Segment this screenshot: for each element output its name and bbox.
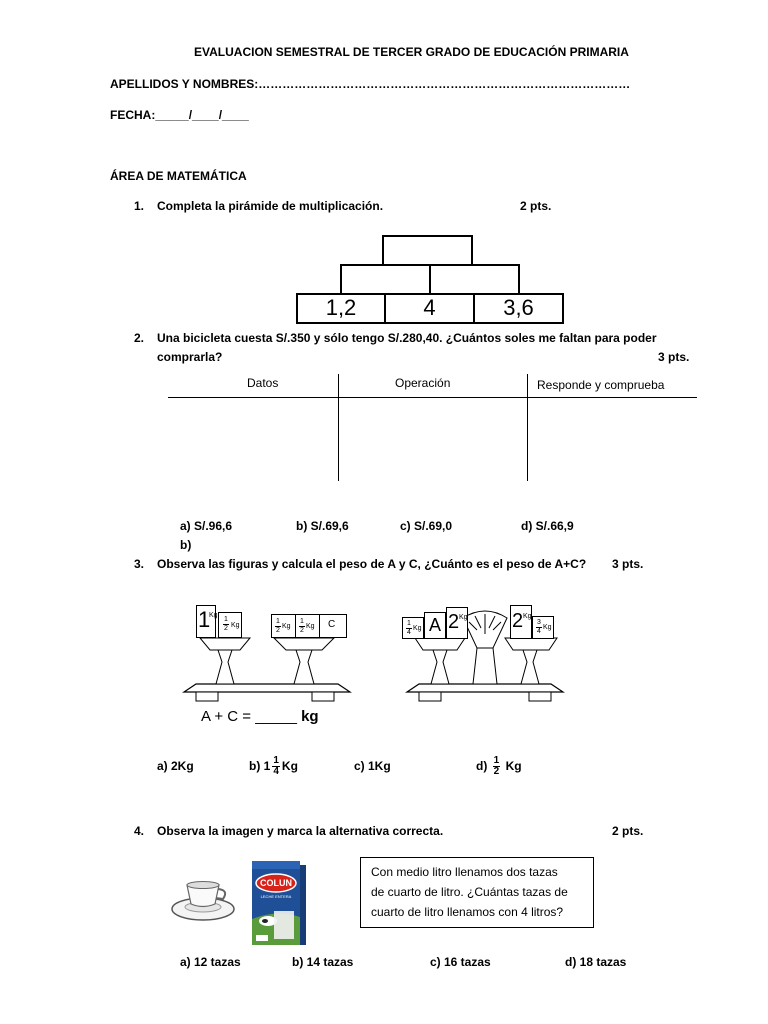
- q1-points: 2 pts.: [520, 199, 552, 213]
- pyramid-base-cell-2: 4: [384, 293, 475, 324]
- q2-points: 3 pts.: [658, 350, 690, 364]
- weight-quarter-kg: $\frac{1}{4}$ Kg: [402, 617, 424, 639]
- col-header-datos: Datos: [247, 376, 279, 390]
- q3-option-c[interactable]: c) 1Kg: [354, 759, 391, 773]
- q1-text: Completa la pirámide de multiplicación.: [157, 199, 384, 213]
- q4-text: Observa la imagen y marca la alternativa correcta.: [157, 824, 444, 838]
- q1-number: 1.: [134, 199, 145, 213]
- q4-number: 4.: [134, 824, 145, 838]
- q4-points: 2 pts.: [612, 824, 644, 838]
- q2-extra-label: b): [180, 538, 192, 552]
- pyramid-base-cell-3: 3,6: [473, 293, 564, 324]
- carton-label-text: LECHE ENTERA: [260, 894, 292, 899]
- q2-text-line2: comprarla?: [157, 350, 223, 364]
- q3-equation: A + C = _____ kg: [201, 708, 319, 725]
- table-divider-2: [527, 374, 528, 481]
- q4-option-d[interactable]: d) 18 tazas: [565, 955, 627, 969]
- q2-number: 2.: [134, 331, 145, 345]
- q4-box-line-3: cuarto de litro llenamos con 4 litros?: [371, 905, 564, 919]
- weight-a: A: [424, 612, 446, 639]
- table-divider-1: [338, 374, 339, 481]
- weight-three-quarter-kg: $\frac{3}{4}$ Kg: [532, 616, 554, 639]
- weight-2kg-left: 2 Kg: [446, 607, 468, 639]
- pyramid-top-cell[interactable]: [382, 235, 473, 266]
- teacup-image: [167, 876, 239, 924]
- date-field[interactable]: FECHA:_____/____/____: [110, 108, 249, 122]
- q4-option-b[interactable]: b) 14 tazas: [292, 955, 354, 969]
- pyramid-mid-cell-2[interactable]: [429, 264, 520, 295]
- q3-points: 3 pts.: [612, 557, 644, 571]
- weight-2kg-right: 2 Kg: [510, 605, 532, 639]
- area-title: ÁREA DE MATEMÁTICA: [110, 169, 247, 183]
- q3-option-b[interactable]: b) 1 $\frac{1}{4}$ Kg: [249, 755, 298, 778]
- q2-option-c[interactable]: c) S/.69,0: [400, 519, 453, 533]
- weight-half-kg: $\frac{1}{2}$ Kg: [218, 612, 242, 638]
- pyramid-mid-cell-1[interactable]: [340, 264, 431, 295]
- q2-option-d[interactable]: d) S/.66,9: [521, 519, 574, 533]
- q4-box-line-2: de cuarto de litro. ¿Cuántas tazas de: [371, 885, 568, 899]
- carton-brand-text: COLUN: [260, 878, 292, 888]
- q3-option-d[interactable]: d) $\frac{1}{2}$ Kg: [476, 755, 522, 778]
- pyramid-base-cell-1: 1,2: [296, 293, 386, 324]
- q4-option-c[interactable]: c) 16 tazas: [430, 955, 491, 969]
- q4-option-a[interactable]: a) 12 tazas: [180, 955, 241, 969]
- q2-option-a[interactable]: a) S/.96,6: [180, 519, 233, 533]
- q3-text: Observa las figuras y calcula el peso de A y C, ¿Cuánto es el peso de A+C?: [157, 557, 587, 571]
- name-field[interactable]: APELLIDOS Y NOMBRES:…………………………………………………………………………………: [110, 77, 631, 91]
- milk-carton-image: [248, 859, 308, 947]
- table-header-rule: [168, 397, 697, 398]
- weight-c-label: C: [328, 619, 336, 630]
- page-title: EVALUACION SEMESTRAL DE TERCER GRADO DE EDUCACIÓN PRIMARIA: [194, 45, 629, 59]
- q2-option-b[interactable]: b) S/.69,6: [296, 519, 349, 533]
- scale1-right-weights: $\frac{1}{2}$ Kg $\frac{1}{2}$ Kg C: [271, 614, 347, 638]
- q4-problem-box: [360, 857, 594, 928]
- q3-number: 3.: [134, 557, 145, 571]
- q3-option-a[interactable]: a) 2Kg: [157, 759, 194, 773]
- q2-text-line1: Una bicicleta cuesta S/.350 y sólo tengo S/.280,40. ¿Cuántos soles me faltan para poder: [157, 331, 657, 345]
- weight-1kg: 1 Kg: [196, 605, 216, 638]
- col-header-responde: Responde y comprueba: [537, 378, 665, 392]
- col-header-operacion: Operación: [395, 376, 451, 390]
- q4-box-line-1: Con medio litro llenamos dos tazas: [371, 865, 558, 879]
